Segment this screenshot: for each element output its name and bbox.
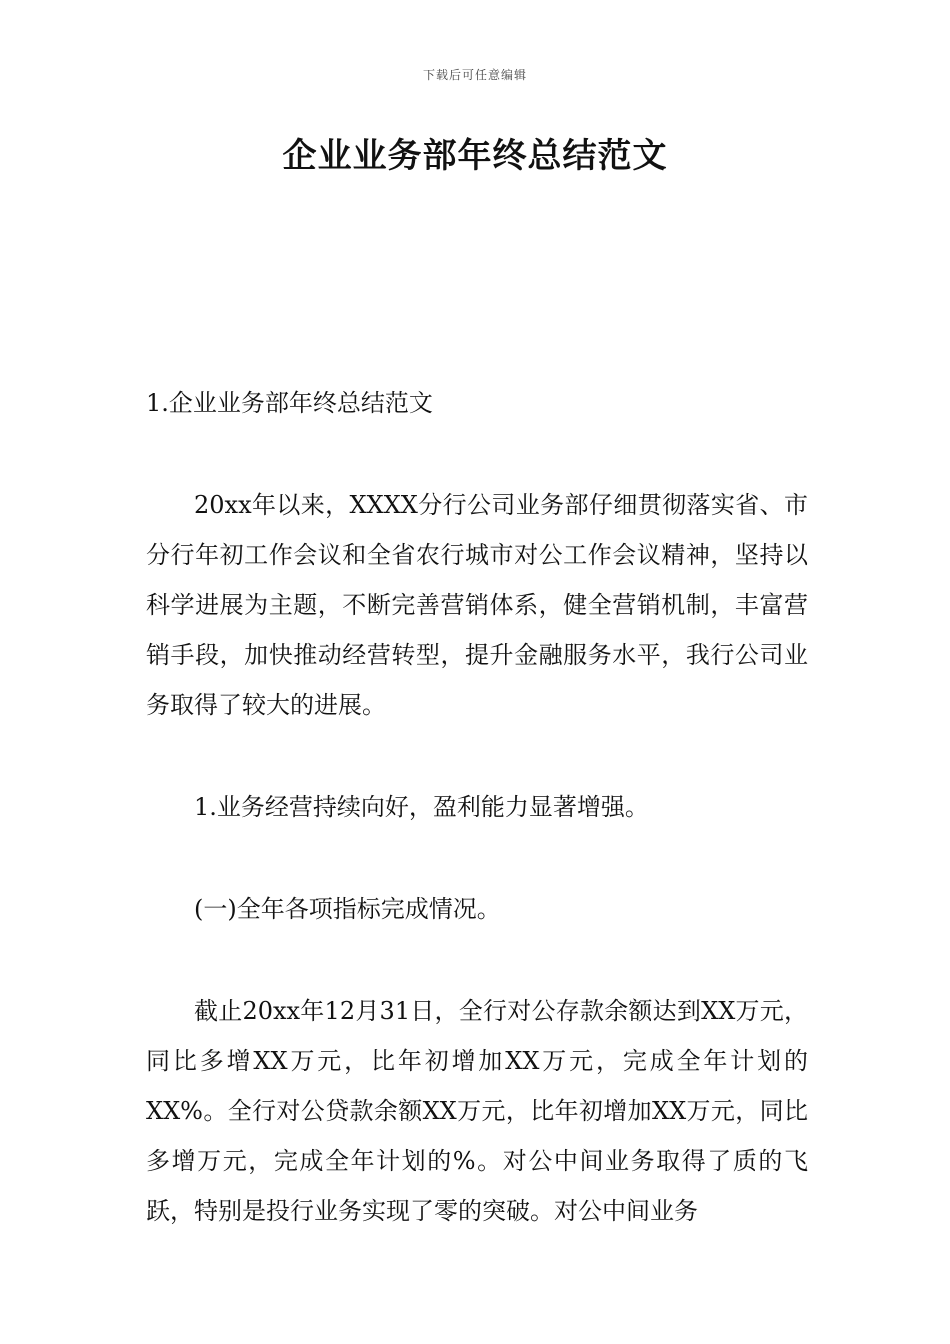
paragraph-intro: 20xx年以来，XXXX分行公司业务部仔细贯彻落实省、市分行年初工作会议和全省农行城市对公工作会议精神，坚持以科学进展为主题，不断完善营销体系，健全营销机制，丰富营销手段，加快推动经营转型，提升金融服务水平，我行公司业务取得了较大的进展。 [146, 491, 808, 719]
document-body [146, 378, 808, 1236]
document-title: 企业业务部年终总结范文 [282, 136, 668, 176]
paragraph-point-1: 1.业务经营持续向好，盈利能力显著增强。 [194, 793, 649, 821]
paragraph-section-heading: 1.企业业务部年终总结范文 [146, 389, 433, 417]
paragraph-indicators: 截止20xx年12月31日，全行对公存款余额达到XX万元，同比多增XX万元，比年初增加XX万元，完成全年计划的XX%。全行对公贷款余额XX万元，比年初增加XX万元，同比多增万元，完成全年计划的%。对公中间业务取得了质的飞跃，特别是投行业务实现了零的突破。对公中间业务 [146, 997, 808, 1225]
header-note: 下载后可任意编辑 [422, 68, 527, 82]
paragraph-subheading: (一)全年各项指标完成情况。 [194, 895, 501, 923]
